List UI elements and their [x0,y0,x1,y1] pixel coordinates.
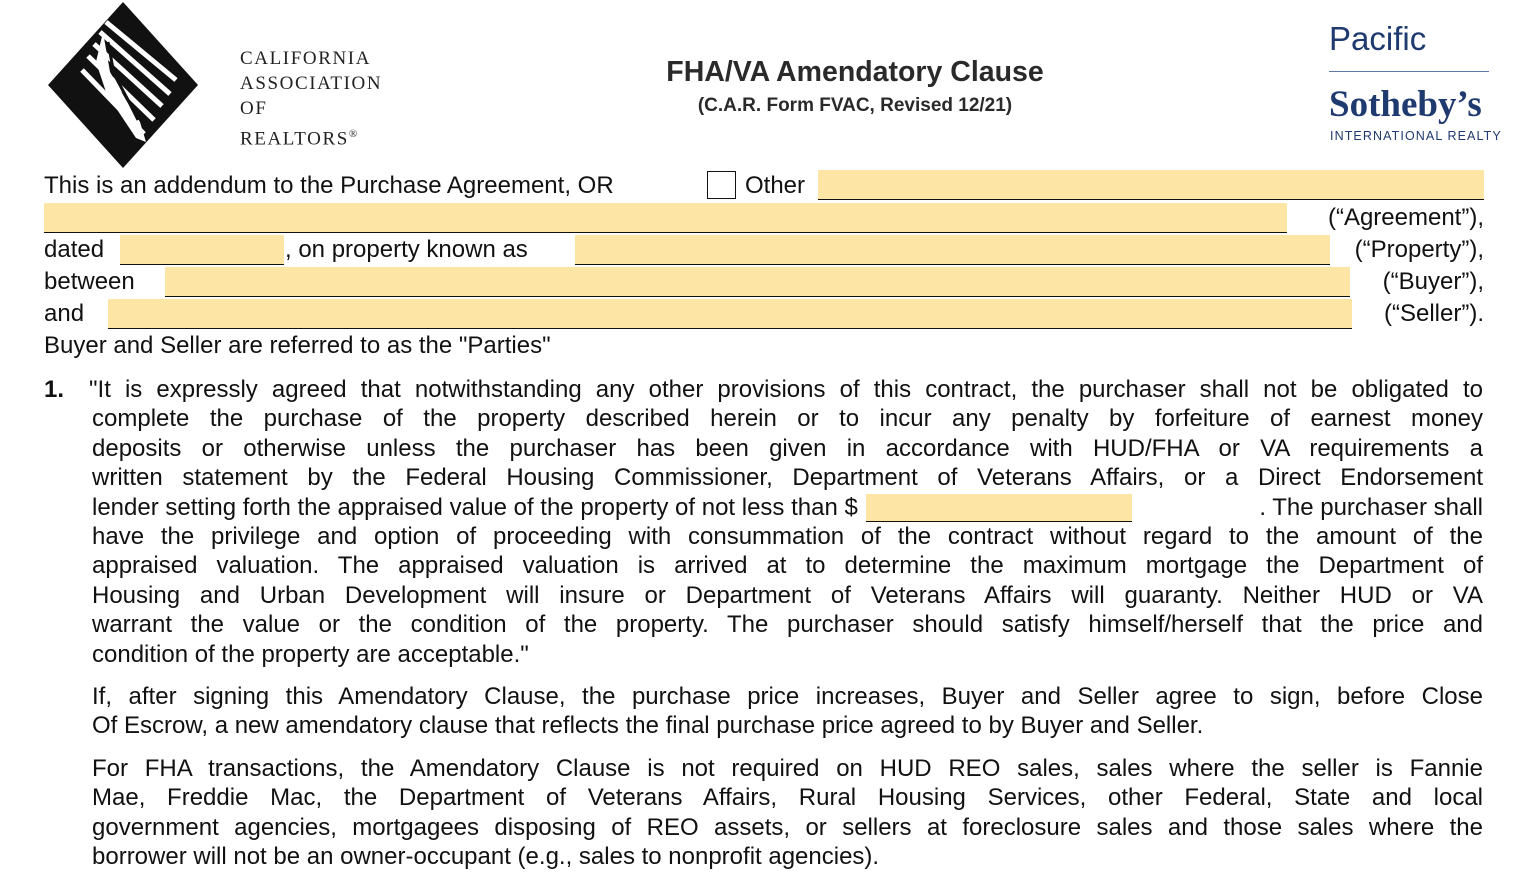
agreement-suffix: (“Agreement”), [1327,204,1484,231]
price-text-before: lender setting forth the appraised value of the property of not less than $ [92,493,858,521]
brand-divider [1329,71,1489,72]
text-line: deposits or otherwise unless the purchaser has been given in accordance with HUD/FHA or VA requirements a [92,434,1483,462]
brand-pacific: Pacific [1329,20,1427,57]
addendum-text: This is an addendum to the Purchase Agreement, OR [44,172,614,199]
text-line: Housing and Urban Development will insure or Department of Veterans Affairs will guaranty. Neither HUD or VA [92,581,1483,609]
text-line: condition of the property are acceptable." [92,640,529,668]
text-line: government agencies, mortgagees disposing of REO assets, or sellers at foreclosure sales and those sales where the [92,813,1483,841]
page-title: FHA/VA Amendatory Clause [666,56,1044,88]
agreement-field[interactable] [44,203,1287,233]
and-label: and [44,300,85,327]
dated-field[interactable] [120,235,284,265]
parties-text: Buyer and Seller are referred to as the "Parties" [44,332,551,359]
seller-suffix: (“Seller”). [1384,300,1484,327]
logo-line-3: OF REALTORS® [240,98,358,149]
price-line [92,493,1483,522]
logo-line-1: CALIFORNIA [240,48,372,69]
dated-label: dated [44,236,105,263]
other-checkbox[interactable] [707,171,736,199]
property-field[interactable] [575,235,1330,265]
text-line: "It is expressly agreed that notwithstanding any other provisions of this contract, the purchaser shall not be obligated to [89,376,1483,403]
brand-tagline: INTERNATIONAL REALTY [1330,129,1502,143]
section-1-paragraph-2 [92,682,1483,741]
car-logo [48,2,383,168]
section-number: 1. [44,376,65,403]
text-line: Mae, Freddie Mac, the Department of Veterans Affairs, Rural Housing Services, other Federal, State and local [92,784,1483,812]
between-label: between [44,268,135,295]
section-1-paragraph-1 [89,375,1483,669]
appraised-value-field[interactable] [866,494,1132,522]
property-suffix: (“Property”), [1354,236,1484,263]
section-1-paragraph-3 [92,754,1483,872]
buyer-suffix: (“Buyer”), [1382,268,1484,295]
car-diamond-icon [48,2,198,168]
other-field[interactable] [818,170,1484,200]
buyer-field[interactable] [165,267,1350,297]
seller-field[interactable] [108,299,1352,329]
text-line: complete the purchase of the property described herein or to incur any penalty by forfeiture of earnest money [92,405,1483,433]
text-line: If, after signing this Amendatory Clause, the purchase price increases, Buyer and Seller agree to sign, before Close [92,683,1483,710]
other-label: Other [745,172,806,199]
text-line: written statement by the Federal Housing Commissioner, Department of Veterans Affairs, or a Direct Endorsement [92,464,1483,492]
brand-name: Sotheby’s [1329,84,1482,125]
price-text-after: . The purchaser shall [1259,493,1483,521]
text-line: have the privilege and option of proceeding with consummation of the contract without regard to the amount of the [92,523,1483,551]
text-line: appraised valuation. The appraised valuation is arrived at to determine the maximum mortgage the Department of [92,552,1483,580]
form-subtitle: (C.A.R. Form FVAC, Revised 12/21) [697,95,1013,116]
text-line: borrower will not be an owner-occupant (e.g., sales to nonprofit agencies). [92,843,880,871]
text-line: For FHA transactions, the Amendatory Clause is not required on HUD REO sales, sales where the seller is Fannie [92,755,1483,782]
property-label: , on property known as [285,236,528,263]
text-line: warrant the value or the condition of the property. The purchaser should satisfy himself/herself that the price and [92,611,1483,639]
logo-line-2: ASSOCIATION [240,73,383,94]
text-line: Of Escrow, a new amendatory clause that reflects the final purchase price agreed to by Buyer and Seller. [92,712,1204,740]
